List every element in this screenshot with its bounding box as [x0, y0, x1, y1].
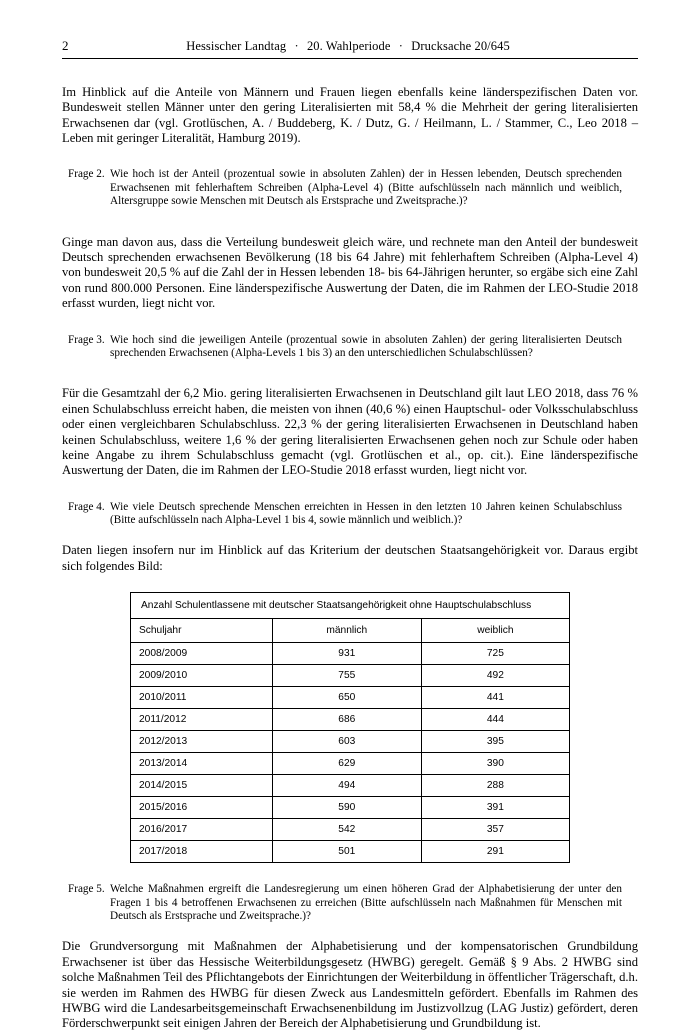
column-header-maennlich: männlich — [272, 619, 421, 643]
cell-maennlich: 931 — [272, 643, 421, 665]
question-label: Frage 3. — [68, 333, 105, 346]
cell-maennlich: 501 — [272, 841, 421, 863]
cell-weiblich: 725 — [421, 643, 569, 665]
cell-weiblich: 441 — [421, 687, 569, 709]
cell-schuljahr: 2017/2018 — [131, 841, 273, 863]
cell-maennlich: 603 — [272, 731, 421, 753]
table-row — [131, 643, 570, 665]
table-title-row — [131, 593, 570, 619]
cell-weiblich: 357 — [421, 819, 569, 841]
paragraph-answer-5: Die Grundversorgung mit Maßnahmen der Alphabetisierung und der kompensatorischen Grundbildung Erwachsener ist über das Hessische Weiterbildungsgesetz (HWBG) geregelt. Gemäß § 9 Abs. 2 HWBG sind solche Maßnahmen Teil des Pflichtangebots der Einrichtungen der Weiterbildung in öffentlicher Trägerschaft, d.h. sie werden im Rahmen des HWBG für diesen Zweck aus Landesmitteln gefördert. Ebenfalls im Rahmen des HWBG wird die Landesarbeitsgemeinschaft Erwachsenenbildung im Justizvollzug (LAG Justiz) gefördert, deren Förderschwerpunkt seit einigen Jahren der Bereich der Alphabetisierung und Grundbildung ist. — [62, 939, 638, 1031]
question-text: Wie hoch ist der Anteil (prozentual sowie in absoluten Zahlen) der in Hessen lebenden, Deutsch sprechenden Erwachsenen mit fehlerhaftem Schreiben (Alpha-Level 4) (Bitte aufschlüsseln nach männlich und weiblich, Altersgruppe sowie Menschen mit Deutsch als Erstsprache und Zweitsprache.)? — [110, 168, 622, 208]
cell-maennlich: 650 — [272, 687, 421, 709]
cell-maennlich: 629 — [272, 753, 421, 775]
header-legislature: 20. Wahlperiode — [306, 39, 391, 53]
page-number: 2 — [62, 38, 69, 53]
cell-weiblich: 288 — [421, 775, 569, 797]
column-header-weiblich: weiblich — [421, 619, 569, 643]
question-label: Frage 5. — [68, 883, 105, 896]
cell-weiblich: 390 — [421, 753, 569, 775]
cell-schuljahr: 2008/2009 — [131, 643, 273, 665]
cell-schuljahr: 2016/2017 — [131, 819, 273, 841]
cell-schuljahr: 2015/2016 — [131, 797, 273, 819]
cell-maennlich: 542 — [272, 819, 421, 841]
paragraph-answer-4: Daten liegen insofern nur im Hinblick auf das Kriterium der deutschen Staatsangehörigkeit vor. Daraus ergibt sich folgendes Bild: — [62, 543, 638, 573]
cell-weiblich: 391 — [421, 797, 569, 819]
cell-schuljahr: 2013/2014 — [131, 753, 273, 775]
cell-weiblich: 492 — [421, 665, 569, 687]
table-row — [131, 819, 570, 841]
cell-weiblich: 291 — [421, 841, 569, 863]
cell-maennlich: 755 — [272, 665, 421, 687]
table-title: Anzahl Schulentlassene mit deutscher Staatsangehörigkeit ohne Hauptschulabschluss — [131, 593, 570, 619]
cell-maennlich: 494 — [272, 775, 421, 797]
cell-maennlich: 590 — [272, 797, 421, 819]
paragraph-intro: Im Hinblick auf die Anteile von Männern und Frauen liegen ebenfalls keine länderspezifischen Daten vor. Bundesweit stellen Männer unter den gering Literalisierten mit 58,4 % die Mehrheit der gering literalisierten Erwachsenen dar (vgl. Grotlüschen, A. / Buddeberg, K. / Dutz, G. / Heilmann, L. / Stammer, C., Leo 2018 – Leben mit geringer Literalität, Hamburg 2019). — [62, 85, 638, 146]
table-header-row — [131, 619, 570, 643]
header-document-number: Drucksache 20/645 — [411, 39, 510, 53]
question-label: Frage 4. — [68, 500, 105, 513]
table-row — [131, 753, 570, 775]
question-text: Welche Maßnahmen ergreift die Landesregierung um einen höheren Grad der Alphabetisierung der unter den Fragen 1 bis 4 betroffenen Erwachsenen zu erreichen (Bitte aufschlüsseln nach Maßnahmen für Menschen mit Deutsch als Erstsprache und Zweitsprache.)? — [110, 883, 622, 923]
table-row — [131, 841, 570, 863]
table-row — [131, 731, 570, 753]
paragraph-answer-2: Ginge man davon aus, dass die Verteilung bundesweit gleich wäre, und rechnete man den Anteil der bundesweit Deutsch sprechenden erwachsenen Bevölkerung (18 bis 64 Jahre) mit fehlerhaftem Schreiben (Alpha-Level 4) von bundesweit 20,5 % auf die Zahl der in Hessen lebenden 18- bis 64-Jährigen herunter, so ergäbe sich eine Zahl von rund 800.000 Personen. Eine länderspezifische Auswertung der Daten, die im Rahmen der LEO-Studie 2018 erfasst wurden, liegt nicht vor. — [62, 234, 638, 311]
question-text: Wie hoch sind die jeweiligen Anteile (prozentual sowie in absoluten Zahlen) der gering literalisierten Deutsch sprechenden Erwachsenen (Alpha-Levels 1 bis 3) an den unterschiedlichen Schulabschlüssen? — [110, 333, 622, 359]
cell-schuljahr: 2012/2013 — [131, 731, 273, 753]
cell-schuljahr: 2009/2010 — [131, 665, 273, 687]
question-block-5 — [62, 883, 638, 923]
paragraph-answer-3: Für die Gesamtzahl der 6,2 Mio. gering literalisierten Erwachsenen in Deutschland gilt laut LEO 2018, dass 76 % einen Schulabschluss erreicht haben, die meisten von ihnen (40,6 %) einen Hauptschul- oder Volksschulabschluss oder einen vergleichbaren Schulabschluss. 22,3 % der gering literalisierten Erwachsenen in Deutschland haben keinen Schulabschluss, weitere 1,6 % der gering literalisierten Erwachsenen gehen noch zur Schule oder haben keine Angabe zu ihrem Schulabschluss gemacht (vgl. Grotlüschen et al., op. cit.). Eine länderspezifische Auswertung der Daten, die im Rahmen der LEO-Studie 2018 erfasst wurden, liegt nicht vor. — [62, 386, 638, 478]
table-row — [131, 665, 570, 687]
column-header-schuljahr: Schuljahr — [131, 619, 273, 643]
page-header — [62, 38, 638, 57]
question-label: Frage 2. — [68, 168, 105, 181]
table-row — [131, 687, 570, 709]
table-row — [131, 775, 570, 797]
header-separator-2: · — [398, 39, 404, 53]
table-container — [62, 592, 638, 863]
cell-weiblich: 395 — [421, 731, 569, 753]
cell-schuljahr: 2010/2011 — [131, 687, 273, 709]
question-block-3 — [62, 334, 638, 361]
question-block-2 — [62, 168, 638, 208]
cell-schuljahr: 2011/2012 — [131, 709, 273, 731]
question-block-4 — [62, 501, 638, 528]
table-row — [131, 709, 570, 731]
cell-maennlich: 686 — [272, 709, 421, 731]
header-divider — [62, 58, 638, 59]
schulentlassene-table — [130, 592, 570, 863]
table-row — [131, 797, 570, 819]
cell-schuljahr: 2014/2015 — [131, 775, 273, 797]
header-separator-1: · — [294, 39, 299, 53]
question-text: Wie viele Deutsch sprechende Menschen erreichten in Hessen in den letzten 10 Jahren keinen Schulabschluss (Bitte aufschlüsseln nach Alpha-Level 1 bis 4, sowie männlich und weiblich.)? — [110, 500, 622, 527]
header-parliament: Hessischer Landtag — [186, 39, 287, 53]
cell-weiblich: 444 — [421, 709, 569, 731]
header-center — [98, 39, 638, 54]
